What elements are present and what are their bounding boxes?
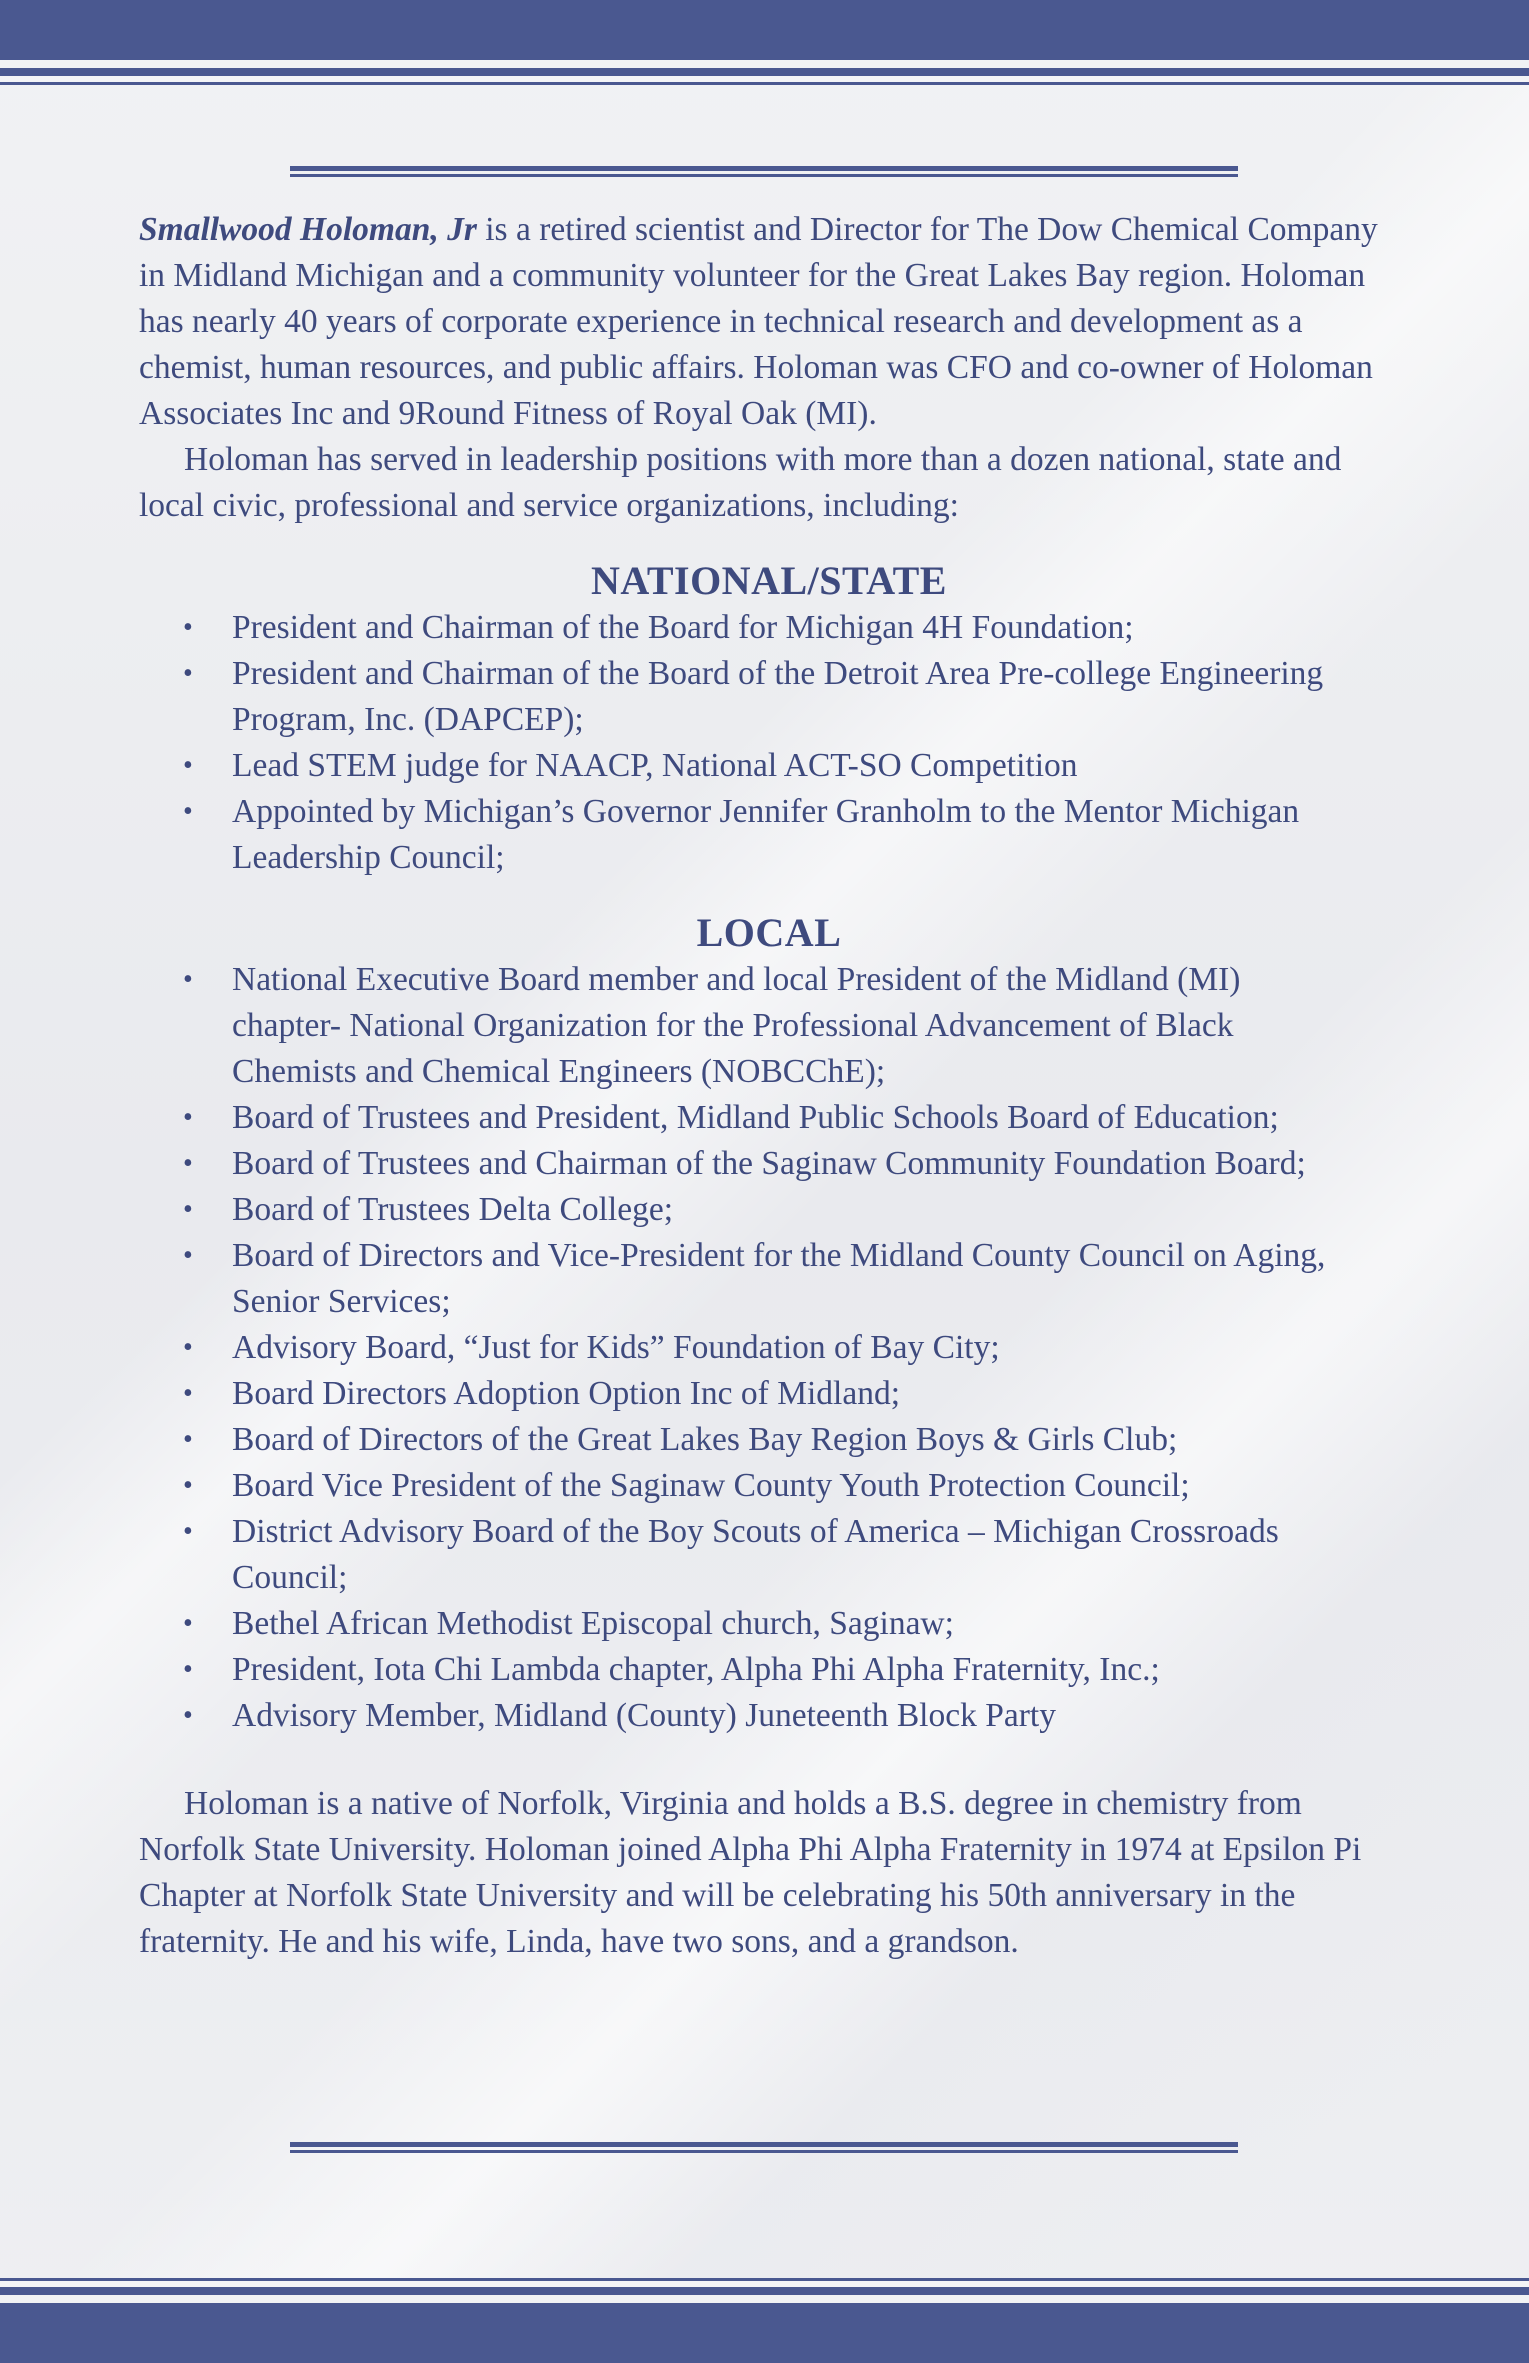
closing-paragraph: Holoman is a native of Norfolk, Virginia and holds a B.S. degree in chemistry from Norfolk State University. Holoman joined Alpha Phi Alpha Fraternity in 1974 at Epsilon Pi Chapter at Norfolk State University and will be celebrating his 50th anniversary in the fraternity. He and his wife, Linda, have two sons, and a grandson.: [139, 1785, 1362, 1960]
top-border-thin-stripe: [0, 82, 1529, 85]
list-item: • Board of Trustees and Chairman of the Saginaw Community Foundation Board;: [139, 1141, 1342, 1187]
list-item: • President, Iota Chi Lambda chapter, Alpha Phi Alpha Fraternity, Inc.;: [139, 1647, 1342, 1693]
bottom-border-stripe: [0, 2287, 1529, 2295]
list-item: • Board of Trustees and President, Midland Public Schools Board of Education;: [139, 1095, 1342, 1141]
list-item: • National Executive Board member and local President of the Midland (MI) chapter- National Organization for the Professional Advancement of Black Chemists and Chemical Engineers (NOBCChE);: [139, 957, 1342, 1095]
top-border-stripe: [0, 68, 1529, 76]
bottom-border-band: [0, 2303, 1529, 2363]
national-heading: NATIONAL/STATE: [591, 558, 947, 603]
list-item: • Board Directors Adoption Option Inc of Midland;: [139, 1371, 1342, 1417]
local-list: [139, 957, 1399, 1739]
list-item: • Bethel African Methodist Episcopal church, Saginaw;: [139, 1601, 1342, 1647]
national-list: [139, 605, 1399, 881]
intro-paragraph-text: is a retired scientist and Director for The Dow Chemical Company in Midland Michigan and a community volunteer for the Great Lakes Bay region. Holoman has nearly 40 years of corporate experience in technical research and development as a chemist, human resources, and public affairs. Holoman was CFO and co-owner of Holoman Associates Inc and 9Round Fitness of Royal Oak (MI).: [139, 211, 1378, 432]
list-item: • Board of Directors and Vice-President for the Midland County Council on Aging, Senior Services;: [139, 1233, 1342, 1325]
bottom-border-gap: [0, 2295, 1529, 2303]
top-border-gap: [0, 60, 1529, 68]
top-border-band: [0, 0, 1529, 60]
list-item: • President and Chairman of the Board of the Detroit Area Pre-college Engineering Program, Inc. (DAPCEP);: [139, 651, 1342, 743]
list-item: • Board Vice President of the Saginaw County Youth Protection Council;: [139, 1463, 1342, 1509]
list-item: • District Advisory Board of the Boy Scouts of America – Michigan Crossroads Council;: [139, 1509, 1342, 1601]
list-item: • Board of Directors of the Great Lakes Bay Region Boys & Girls Club;: [139, 1417, 1342, 1463]
bio-content: [139, 207, 1399, 1965]
list-item: • Advisory Board, “Just for Kids” Foundation of Bay City;: [139, 1325, 1342, 1371]
list-item: • Advisory Member, Midland (County) Juneteenth Block Party: [139, 1693, 1342, 1739]
list-item: • Board of Trustees Delta College;: [139, 1187, 1342, 1233]
subject-name: Smallwood Holoman, Jr: [139, 211, 477, 248]
leadership-paragraph: Holoman has served in leadership positions with more than a dozen national, state and local civic, professional and service organizations, including:: [139, 441, 1342, 524]
list-item: • President and Chairman of the Board for Michigan 4H Foundation;: [139, 605, 1342, 651]
bottom-divider: [290, 2142, 1238, 2154]
list-item: • Lead STEM judge for NAACP, National ACT-SO Competition: [139, 743, 1342, 789]
top-divider: [290, 166, 1238, 178]
intro-paragraph: [139, 207, 1399, 437]
local-heading: LOCAL: [696, 910, 842, 955]
list-item: • Appointed by Michigan’s Governor Jennifer Granholm to the Mentor Michigan Leadership Council;: [139, 789, 1342, 881]
